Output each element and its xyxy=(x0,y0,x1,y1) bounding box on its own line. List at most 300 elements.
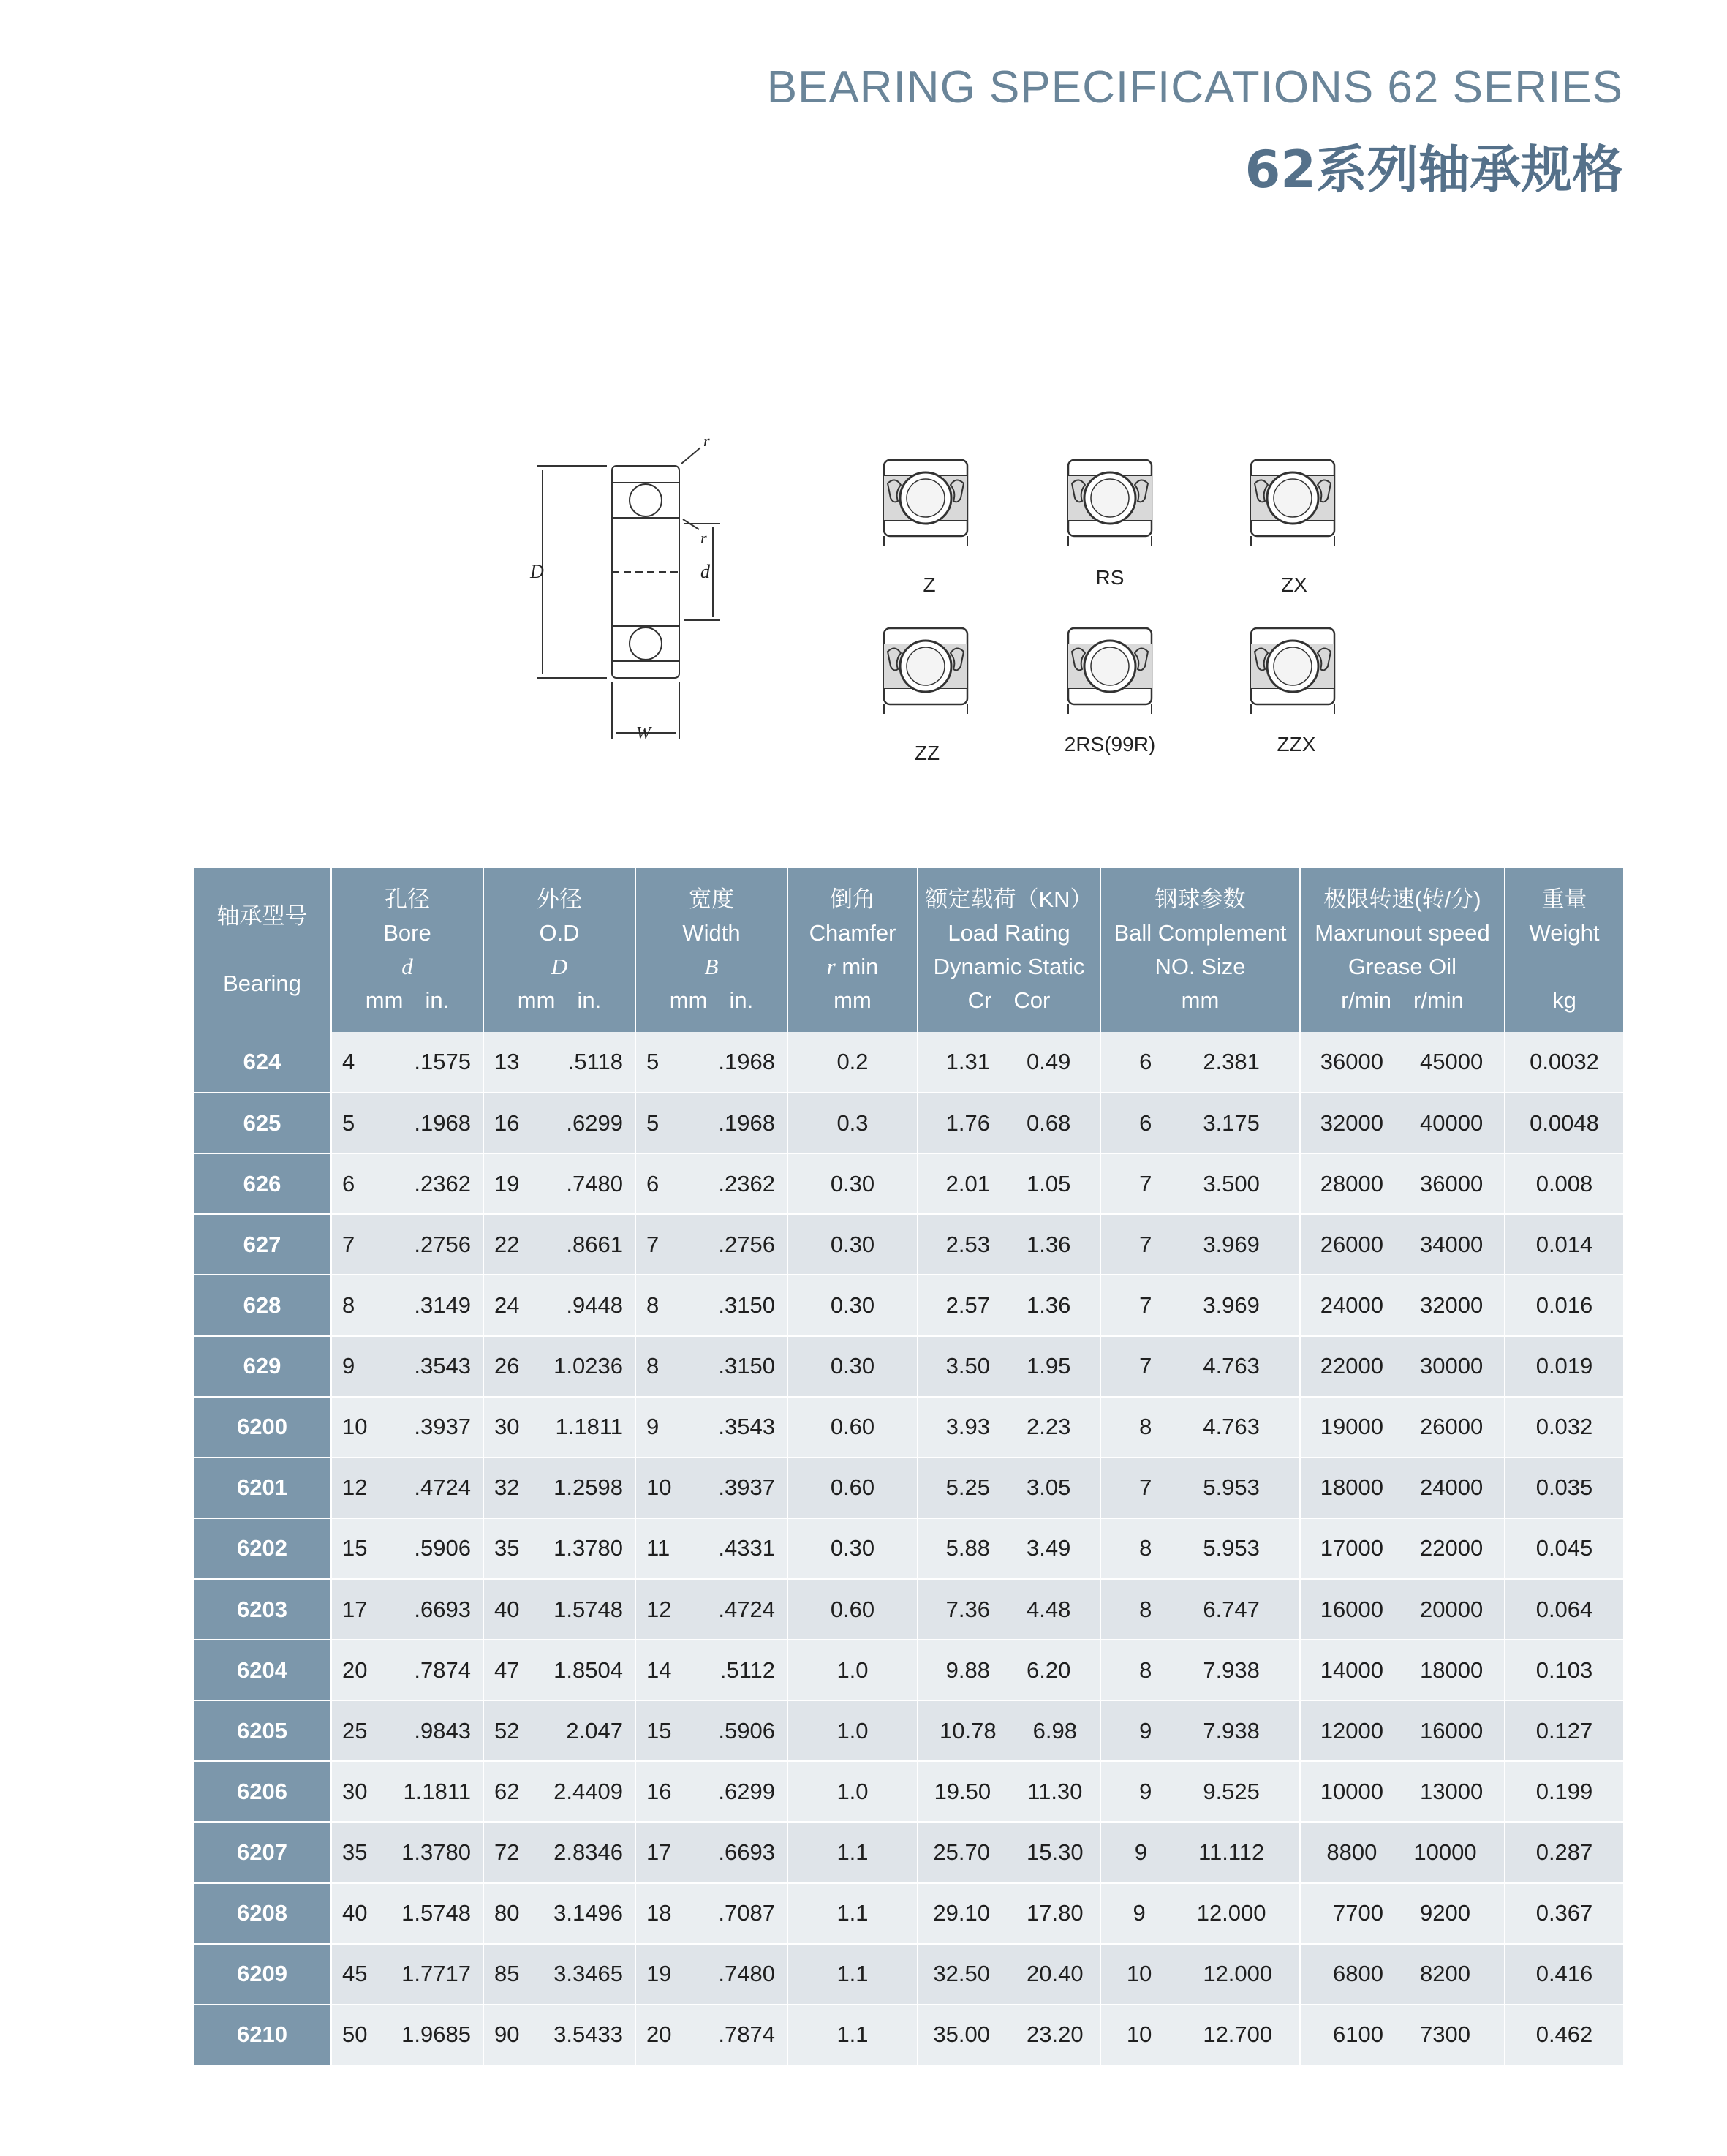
od-cell xyxy=(483,1458,635,1518)
width-in: .7480 xyxy=(718,1961,775,1987)
header-chamfer-symbol: r xyxy=(826,954,836,979)
bearing-number-cell xyxy=(194,1153,331,1214)
header-ball-complement xyxy=(1100,868,1300,1032)
seal-label-2rs: 2RS(99R) xyxy=(1064,733,1156,755)
chamfer-value: 1.0 xyxy=(836,1717,869,1744)
ball-count: 8 xyxy=(1139,1656,1152,1683)
header-load-cn: 额定载荷（KN） xyxy=(925,886,1093,912)
bearing-spec-table xyxy=(194,868,1623,2066)
ball-cell xyxy=(1100,1093,1300,1153)
bore-in: .4724 xyxy=(414,1474,471,1501)
header-ball-unit: mm xyxy=(1181,987,1220,1013)
seal-zz-drawing xyxy=(884,628,967,717)
header-bearing xyxy=(194,868,331,1032)
ball-cell xyxy=(1100,1397,1300,1458)
chamfer-value: 0.2 xyxy=(836,1049,869,1075)
width-cell xyxy=(635,1397,787,1458)
header-speed-en: Maxrunout speed xyxy=(1315,920,1490,946)
speed-oil: 7300 xyxy=(1420,2021,1470,2048)
speed-oil: 8200 xyxy=(1420,1961,1470,1987)
bearing-number-cell xyxy=(194,1093,331,1153)
load-dynamic: 2.01 xyxy=(945,1170,990,1196)
chamfer-value: 0.60 xyxy=(830,1414,875,1440)
chamfer-value: 0.30 xyxy=(830,1292,875,1318)
header-od xyxy=(483,868,635,1032)
load-dynamic: 25.70 xyxy=(933,1839,990,1865)
bearing-number-cell xyxy=(194,1883,331,1944)
weight-cell xyxy=(1505,1275,1623,1335)
od-mm: 52 xyxy=(494,1717,520,1744)
bearing-number-cell xyxy=(194,1640,331,1700)
header-load-rating xyxy=(918,868,1100,1032)
weight-cell xyxy=(1505,1032,1623,1093)
bearing-number: 6209 xyxy=(237,1961,287,1987)
bore-cell xyxy=(331,1883,483,1944)
bore-in: 1.3780 xyxy=(401,1839,471,1865)
weight-value: 0.032 xyxy=(1535,1414,1593,1440)
bore-in: .9843 xyxy=(414,1717,471,1744)
od-in: 3.3465 xyxy=(553,1961,623,1987)
header-load-cr: Cr xyxy=(967,987,992,1013)
speed-cell xyxy=(1300,1761,1505,1822)
chamfer-value: 0.3 xyxy=(836,1109,869,1136)
chamfer-cell xyxy=(787,1214,918,1275)
width-mm: 16 xyxy=(646,1778,672,1804)
bearing-number: 627 xyxy=(243,1231,281,1257)
width-mm: 17 xyxy=(646,1839,672,1865)
load-rating-cell xyxy=(918,1883,1100,1944)
bore-cell xyxy=(331,1761,483,1822)
weight-cell xyxy=(1505,1579,1623,1640)
od-mm: 35 xyxy=(494,1535,520,1561)
header-weight-cn: 重量 xyxy=(1541,886,1587,912)
width-cell xyxy=(635,1944,787,2005)
bore-in: .2756 xyxy=(414,1231,471,1257)
speed-oil: 10000 xyxy=(1413,1839,1477,1865)
ball-count: 6 xyxy=(1139,1109,1152,1136)
ball-size: 3.969 xyxy=(1203,1231,1260,1257)
load-rating-cell xyxy=(918,1214,1100,1275)
seal-rs-drawing xyxy=(1068,460,1152,549)
width-mm: 11 xyxy=(646,1535,670,1561)
width-cell xyxy=(635,1883,787,1944)
od-mm: 47 xyxy=(494,1656,520,1683)
load-static: 20.40 xyxy=(1027,1961,1084,1987)
ball-size: 7.938 xyxy=(1203,1717,1260,1744)
header-bore-unit-in: in. xyxy=(425,987,450,1013)
bearing-number: 6210 xyxy=(237,2021,287,2048)
load-rating-cell xyxy=(918,1579,1100,1640)
speed-oil: 30000 xyxy=(1420,1353,1484,1379)
width-in: .1968 xyxy=(718,1049,775,1075)
speed-oil: 24000 xyxy=(1420,1474,1484,1501)
ball-cell xyxy=(1100,1822,1300,1882)
load-rating-cell xyxy=(918,1518,1100,1579)
weight-cell xyxy=(1505,1944,1623,2005)
chamfer-value: 1.1 xyxy=(836,1839,869,1865)
od-cell xyxy=(483,1275,635,1335)
bore-mm: 4 xyxy=(342,1049,355,1075)
bearing-number: 6204 xyxy=(237,1656,287,1683)
table-row xyxy=(194,1032,1623,1093)
chamfer-cell xyxy=(787,1640,918,1700)
header-ball-cn: 钢球参数 xyxy=(1155,886,1246,912)
weight-value: 0.008 xyxy=(1535,1170,1593,1196)
speed-grease: 32000 xyxy=(1320,1109,1383,1136)
od-mm: 16 xyxy=(494,1109,520,1136)
bore-cell xyxy=(331,1640,483,1700)
chamfer-cell xyxy=(787,1458,918,1518)
width-in: .2362 xyxy=(718,1170,775,1196)
header-width-cn: 宽度 xyxy=(689,886,734,912)
od-cell xyxy=(483,1944,635,2005)
speed-grease: 26000 xyxy=(1320,1231,1383,1257)
bore-in: 1.5748 xyxy=(401,1900,471,1926)
speed-oil: 26000 xyxy=(1420,1414,1484,1440)
speed-oil: 20000 xyxy=(1420,1596,1484,1622)
chamfer-value: 0.60 xyxy=(830,1474,875,1501)
load-dynamic: 32.50 xyxy=(933,1961,990,1987)
header-bore-cn: 孔径 xyxy=(385,886,430,912)
width-mm: 14 xyxy=(646,1656,672,1683)
ball-size: 4.763 xyxy=(1203,1414,1260,1440)
bearing-number-cell xyxy=(194,1761,331,1822)
bore-in: .3149 xyxy=(414,1292,471,1318)
od-mm: 80 xyxy=(494,1900,520,1926)
width-mm: 6 xyxy=(646,1170,660,1196)
od-mm: 62 xyxy=(494,1778,520,1804)
speed-oil: 45000 xyxy=(1420,1049,1484,1075)
load-dynamic: 7.36 xyxy=(945,1596,990,1622)
width-cell xyxy=(635,1822,787,1882)
width-cell xyxy=(635,1032,787,1093)
header-bore xyxy=(331,868,483,1032)
ball-cell xyxy=(1100,1336,1300,1397)
table-row xyxy=(194,1700,1623,1761)
speed-grease: 12000 xyxy=(1320,1717,1383,1744)
speed-cell xyxy=(1300,1032,1505,1093)
speed-cell xyxy=(1300,1579,1505,1640)
bore-cell xyxy=(331,1336,483,1397)
od-in: 2.4409 xyxy=(553,1778,623,1804)
chamfer-value: 0.30 xyxy=(830,1170,875,1196)
load-rating-cell xyxy=(918,1640,1100,1700)
weight-cell xyxy=(1505,1397,1623,1458)
seal-label-zx: ZX xyxy=(1281,573,1307,596)
bore-cell xyxy=(331,1275,483,1335)
load-dynamic: 2.57 xyxy=(945,1292,990,1318)
ball-count: 7 xyxy=(1139,1170,1152,1196)
width-cell xyxy=(635,1579,787,1640)
bearing-diagram xyxy=(512,424,1462,790)
weight-value: 0.0032 xyxy=(1530,1049,1599,1075)
header-chamfer-en: Chamfer xyxy=(809,920,896,946)
load-static: 6.20 xyxy=(1027,1656,1071,1683)
ball-size: 3.969 xyxy=(1203,1292,1260,1318)
weight-cell xyxy=(1505,1093,1623,1153)
table-row xyxy=(194,1458,1623,1518)
ball-count: 7 xyxy=(1139,1474,1152,1501)
speed-cell xyxy=(1300,1093,1505,1153)
bearing-drawings xyxy=(512,424,1462,790)
speed-cell xyxy=(1300,1336,1505,1397)
ball-count: 9 xyxy=(1139,1717,1152,1744)
ball-count: 7 xyxy=(1139,1231,1152,1257)
seal-z-drawing xyxy=(884,460,967,549)
load-static: 2.23 xyxy=(1027,1414,1071,1440)
weight-value: 0.127 xyxy=(1535,1717,1593,1744)
table-row xyxy=(194,1822,1623,1882)
load-dynamic: 1.76 xyxy=(945,1109,990,1136)
speed-oil: 9200 xyxy=(1420,1900,1470,1926)
header-ball-en: Ball Complement xyxy=(1114,920,1287,946)
load-static: 1.36 xyxy=(1027,1292,1071,1318)
speed-grease: 7700 xyxy=(1333,1900,1383,1926)
bearing-number-cell xyxy=(194,1336,331,1397)
load-dynamic: 3.93 xyxy=(945,1414,990,1440)
speed-oil: 36000 xyxy=(1420,1170,1484,1196)
width-mm: 8 xyxy=(646,1353,660,1379)
weight-cell xyxy=(1505,1518,1623,1579)
seal-label-zzx: ZZX xyxy=(1277,733,1316,755)
weight-value: 0.019 xyxy=(1535,1353,1593,1379)
weight-value: 0.416 xyxy=(1535,1961,1593,1987)
width-in: .7087 xyxy=(718,1900,775,1926)
header-weight xyxy=(1505,868,1623,1032)
table-row xyxy=(194,1944,1623,2005)
header-bore-en: Bore xyxy=(383,920,431,946)
table-row xyxy=(194,1397,1623,1458)
bearing-number: 6205 xyxy=(237,1717,287,1744)
weight-cell xyxy=(1505,1700,1623,1761)
weight-value: 0.045 xyxy=(1535,1535,1593,1561)
bore-in: 1.7717 xyxy=(401,1961,471,1987)
weight-cell xyxy=(1505,1214,1623,1275)
od-in: 3.5433 xyxy=(553,2021,623,2048)
table-body xyxy=(194,1032,1623,2065)
load-static: 0.68 xyxy=(1027,1109,1071,1136)
table-row xyxy=(194,2005,1623,2065)
od-in: .9448 xyxy=(566,1292,623,1318)
bore-cell xyxy=(331,1579,483,1640)
od-cell xyxy=(483,1700,635,1761)
ball-count: 8 xyxy=(1139,1535,1152,1561)
bearing-number: 629 xyxy=(243,1353,281,1379)
load-dynamic: 35.00 xyxy=(933,2021,990,2048)
bore-mm: 9 xyxy=(342,1353,355,1379)
bore-mm: 20 xyxy=(342,1656,368,1683)
od-mm: 72 xyxy=(494,1839,520,1865)
width-in: .3150 xyxy=(718,1292,775,1318)
load-static: 4.48 xyxy=(1027,1596,1071,1622)
od-cell xyxy=(483,1153,635,1214)
weight-value: 0.064 xyxy=(1535,1596,1593,1622)
chamfer-cell xyxy=(787,1153,918,1214)
speed-oil: 13000 xyxy=(1420,1778,1484,1804)
od-cell xyxy=(483,1822,635,1882)
width-mm: 10 xyxy=(646,1474,672,1501)
page-title-chinese: 62系列轴承规格 xyxy=(1244,140,1623,200)
load-dynamic: 5.88 xyxy=(945,1535,990,1561)
od-cell xyxy=(483,1032,635,1093)
weight-value: 0.0048 xyxy=(1530,1109,1599,1136)
od-cell xyxy=(483,1579,635,1640)
od-mm: 90 xyxy=(494,2021,520,2048)
bore-cell xyxy=(331,1093,483,1153)
load-rating-cell xyxy=(918,1153,1100,1214)
od-mm: 40 xyxy=(494,1596,520,1622)
chamfer-cell xyxy=(787,1275,918,1335)
chamfer-cell xyxy=(787,1518,918,1579)
chamfer-cell xyxy=(787,2005,918,2065)
bearing-number: 6207 xyxy=(237,1839,287,1865)
bore-cell xyxy=(331,2005,483,2065)
dim-W-label: W xyxy=(636,724,651,743)
bearing-number-cell xyxy=(194,1458,331,1518)
seal-zzx-drawing xyxy=(1251,628,1334,717)
bearing-number-cell xyxy=(194,1518,331,1579)
ball-cell xyxy=(1100,2005,1300,2065)
header-width xyxy=(635,868,787,1032)
speed-grease: 22000 xyxy=(1320,1353,1383,1379)
od-cell xyxy=(483,2005,635,2065)
bore-cell xyxy=(331,1822,483,1882)
header-width-en: Width xyxy=(682,920,741,946)
bore-mm: 7 xyxy=(342,1231,355,1257)
header-weight-en: Weight xyxy=(1529,920,1600,946)
header-bearing-en: Bearing xyxy=(223,970,301,996)
chamfer-cell xyxy=(787,1032,918,1093)
ball-size: 7.938 xyxy=(1203,1656,1260,1683)
load-rating-cell xyxy=(918,1032,1100,1093)
width-in: .2756 xyxy=(718,1231,775,1257)
width-cell xyxy=(635,1518,787,1579)
table-row xyxy=(194,1214,1623,1275)
weight-cell xyxy=(1505,1822,1623,1882)
od-cell xyxy=(483,1397,635,1458)
bore-cell xyxy=(331,1153,483,1214)
header-weight-unit: kg xyxy=(1552,987,1576,1013)
bore-in: .1575 xyxy=(414,1049,471,1075)
load-dynamic: 9.88 xyxy=(945,1656,990,1683)
load-rating-cell xyxy=(918,2005,1100,2065)
speed-cell xyxy=(1300,2005,1505,2065)
load-rating-cell xyxy=(918,1336,1100,1397)
ball-size: 12.000 xyxy=(1203,1961,1273,1987)
ball-cell xyxy=(1100,1761,1300,1822)
ball-count: 7 xyxy=(1139,1292,1152,1318)
od-cell xyxy=(483,1093,635,1153)
ball-cell xyxy=(1100,1032,1300,1093)
header-od-unit-in: in. xyxy=(577,987,602,1013)
bore-mm: 15 xyxy=(342,1535,368,1561)
ball-count: 10 xyxy=(1126,1961,1152,1987)
bore-in: .3937 xyxy=(414,1414,471,1440)
od-mm: 32 xyxy=(494,1474,520,1501)
od-mm: 22 xyxy=(494,1231,520,1257)
load-rating-cell xyxy=(918,1275,1100,1335)
chamfer-value: 0.30 xyxy=(830,1353,875,1379)
speed-cell xyxy=(1300,1153,1505,1214)
load-static: 3.49 xyxy=(1027,1535,1071,1561)
load-dynamic: 10.78 xyxy=(940,1717,997,1744)
width-cell xyxy=(635,2005,787,2065)
speed-oil: 22000 xyxy=(1420,1535,1484,1561)
table-row xyxy=(194,1761,1623,1822)
width-mm: 15 xyxy=(646,1717,672,1744)
header-speed-grease-unit: r/min xyxy=(1341,987,1391,1013)
header-ball-sub: NO. Size xyxy=(1155,954,1246,979)
width-in: .4724 xyxy=(718,1596,775,1622)
width-cell xyxy=(635,1761,787,1822)
speed-grease: 18000 xyxy=(1320,1474,1383,1501)
bearing-number-cell xyxy=(194,1275,331,1335)
seal-zx-drawing xyxy=(1251,460,1334,549)
bore-cell xyxy=(331,1518,483,1579)
ball-cell xyxy=(1100,1944,1300,2005)
chamfer-cell xyxy=(787,1579,918,1640)
od-cell xyxy=(483,1883,635,1944)
chamfer-cell xyxy=(787,1397,918,1458)
header-load-sub: Dynamic Static xyxy=(933,954,1085,979)
width-cell xyxy=(635,1093,787,1153)
od-in: .7480 xyxy=(566,1170,623,1196)
load-rating-cell xyxy=(918,1093,1100,1153)
header-od-en: O.D xyxy=(539,920,580,946)
width-mm: 5 xyxy=(646,1049,660,1075)
od-in: 2.8346 xyxy=(553,1839,623,1865)
speed-grease: 36000 xyxy=(1320,1049,1383,1075)
bore-mm: 40 xyxy=(342,1900,368,1926)
od-in: 1.1811 xyxy=(555,1414,623,1440)
ball-count: 9 xyxy=(1134,1839,1148,1865)
bore-mm: 8 xyxy=(342,1292,355,1318)
bore-cell xyxy=(331,1397,483,1458)
load-dynamic: 29.10 xyxy=(933,1900,990,1926)
width-in: .5906 xyxy=(718,1717,775,1744)
ball-cell xyxy=(1100,1518,1300,1579)
header-od-unit-mm: mm xyxy=(517,987,556,1013)
width-in: .6693 xyxy=(718,1839,775,1865)
dim-D-label: D xyxy=(530,561,544,582)
bearing-number-cell xyxy=(194,1822,331,1882)
ball-size: 3.175 xyxy=(1203,1109,1260,1136)
bore-cell xyxy=(331,1700,483,1761)
bore-in: 1.9685 xyxy=(401,2021,471,2048)
od-mm: 85 xyxy=(494,1961,520,1987)
chamfer-value: 0.60 xyxy=(830,1596,875,1622)
od-in: 1.2598 xyxy=(553,1474,623,1501)
bore-in: .3543 xyxy=(414,1353,471,1379)
width-mm: 18 xyxy=(646,1900,672,1926)
header-chamfer xyxy=(787,868,918,1032)
page-title: BEARING SPECIFICATIONS 62 SERIES xyxy=(766,62,1623,113)
od-in: 3.1496 xyxy=(553,1900,623,1926)
chamfer-cell xyxy=(787,1093,918,1153)
chamfer-cell xyxy=(787,1883,918,1944)
chamfer-value: 1.0 xyxy=(836,1778,869,1804)
ball-count: 9 xyxy=(1139,1778,1152,1804)
width-mm: 12 xyxy=(646,1596,672,1622)
width-in: .6299 xyxy=(718,1778,775,1804)
weight-value: 0.199 xyxy=(1535,1778,1593,1804)
bearing-number: 6202 xyxy=(237,1535,287,1561)
load-static: 6.98 xyxy=(1032,1717,1077,1744)
bore-in: .2362 xyxy=(414,1170,471,1196)
width-in: .4331 xyxy=(718,1535,775,1561)
ball-size: 9.525 xyxy=(1203,1778,1260,1804)
od-cell xyxy=(483,1518,635,1579)
